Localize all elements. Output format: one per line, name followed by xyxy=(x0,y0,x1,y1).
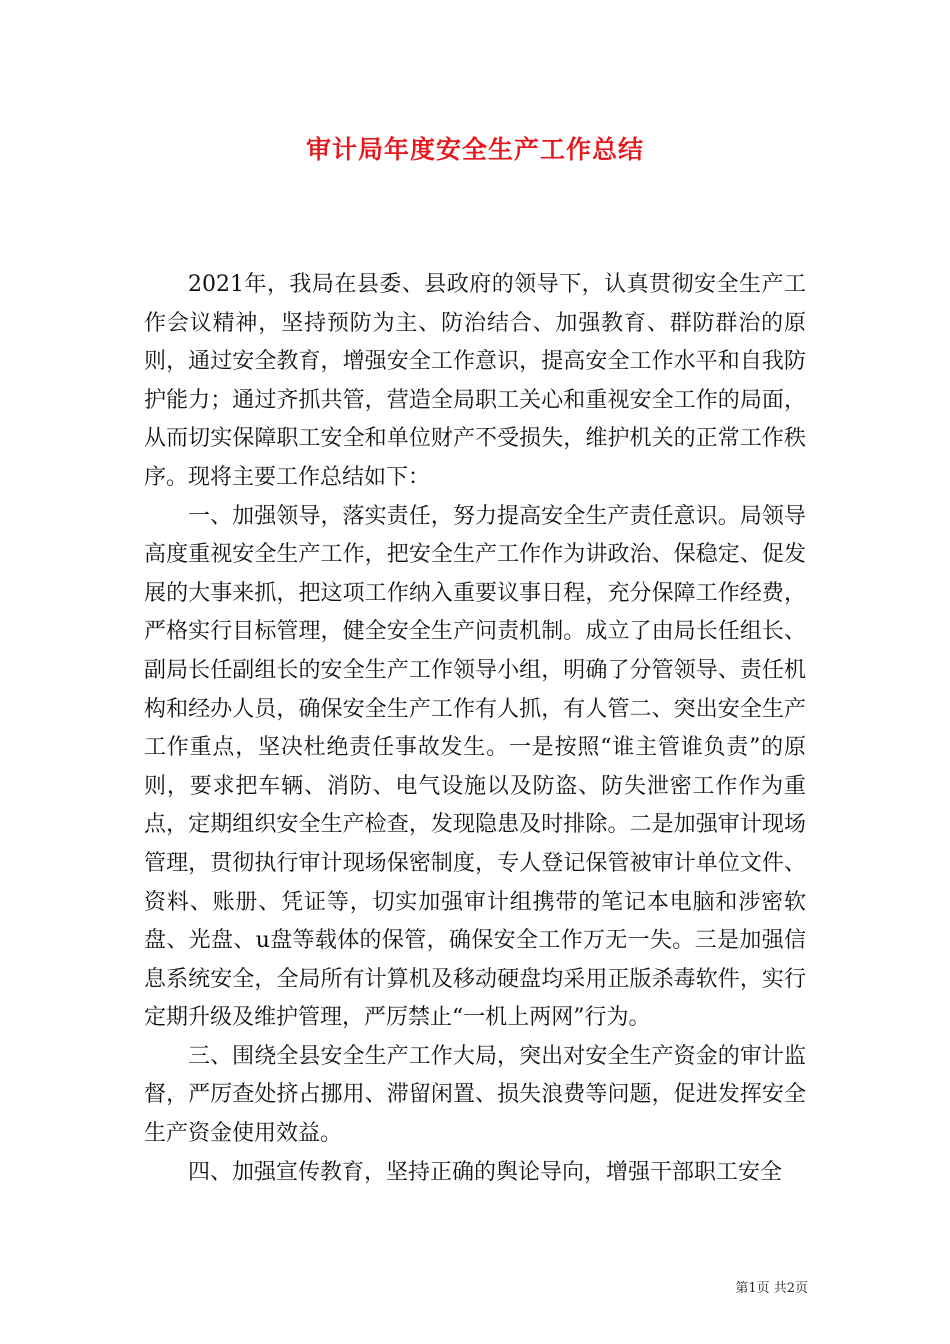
page-number: 第1页 共2页 xyxy=(735,1281,808,1296)
paragraph-section-3: 三、围绕全县安全生产工作大局，突出对安全生产资金的审计监督，严厉查处挤占挪用、滞留闲置、损失浪费等问题，促进发挥安全生产资金使用效益。 xyxy=(144,1043,806,1147)
document-body xyxy=(144,266,806,1192)
paragraph-intro: 2021年，我局在县委、县政府的领导下，认真贯彻安全生产工作会议精神，坚持预防为主、防治结合、加强教育、群防群治的原则，通过安全教育，增强安全工作意识，提高安全工作水平和自我防护能力；通过齐抓共管，营造全局职工关心和重视安全工作的局面，从而切实保障职工安全和单位财产不受损失，维护机关的正常工作秩序。现将主要工作总结如下： xyxy=(144,272,806,490)
document-title: 审计局年度安全生产工作总结 xyxy=(305,135,644,164)
paragraph-section-1: 一、加强领导，落实责任，努力提高安全生产责任意识。局领导高度重视安全生产工作，把安全生产工作作为讲政治、保稳定、促发展的大事来抓，把这项工作纳入重要议事日程，充分保障工作经费，严格实行目标管理，健全安全生产问责机制。成立了由局长任组长、副局长任副组长的安全生产工作领导小组，明确了分管领导、责任机构和经办人员，确保安全生产工作有人抓，有人管二、突出安全生产工作重点，坚决杜绝责任事故发生。一是按照“谁主管谁负责”的原则，要求把车辆、消防、电气设施以及防盗、防失泄密工作作为重点，定期组织安全生产检查，发现隐患及时排除。二是加强审计现场管理，贯彻执行审计现场保密制度，专人登记保管被审计单位文件、资料、账册、凭证等，切实加强审计组携带的笔记本电脑和涉密软盘、光盘、u盘等载体的保管，确保安全工作万无一失。三是加强信息系统安全，全局所有计算机及移动硬盘均采用正版杀毒软件，实行定期升级及维护管理，严厉禁止“一机上两网”行为。 xyxy=(144,503,806,1031)
paragraph-section-4: 四、加强宣传教育，坚持正确的舆论导向，增强干部职工安全 xyxy=(188,1159,783,1185)
